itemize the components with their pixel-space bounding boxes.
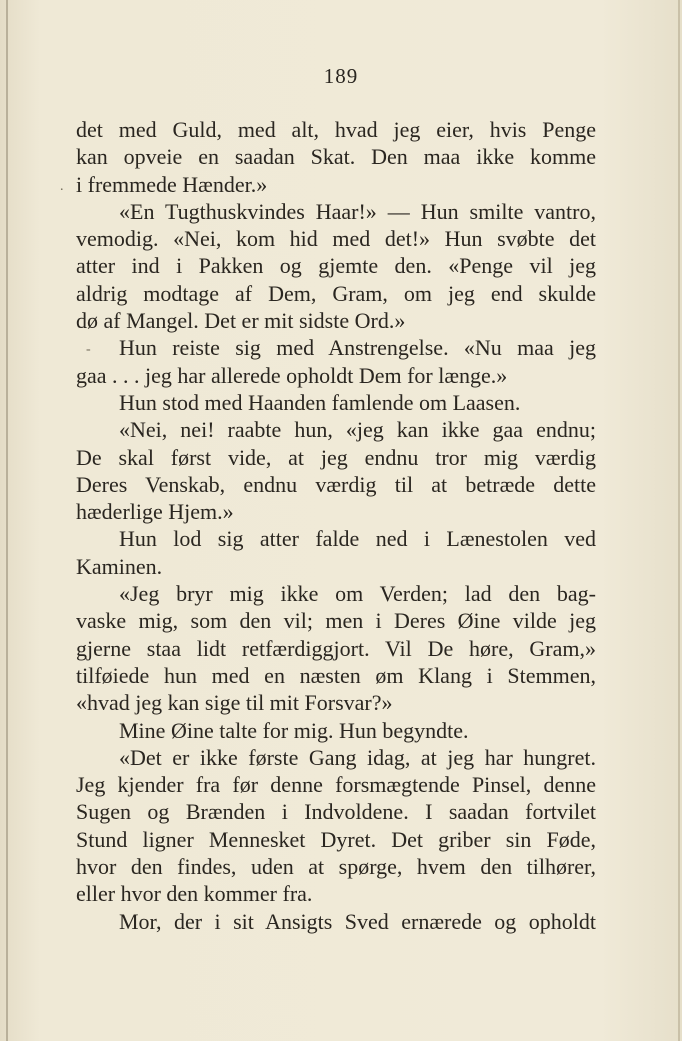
- page-edge: [678, 0, 680, 1041]
- text-line: Hun reiste sig med Anstrengelse. «Nu maa jeg: [119, 335, 596, 361]
- text-line: eller hvor den kommer fra.: [76, 881, 313, 907]
- text-line: dø af Mangel. Det er mit sidste Ord.»: [76, 308, 406, 334]
- page-number: 189: [323, 64, 359, 88]
- margin-dash: -: [86, 342, 91, 357]
- text-line: vaske mig, som den vil; men i Deres Øine vilde jeg: [76, 608, 596, 634]
- text-line: «Det er ikke første Gang idag, at jeg har hungret.: [119, 744, 596, 770]
- text-line: Jeg kjender fra før denne forsmægtende Pinsel, denne: [76, 772, 596, 798]
- text-line: vemodig. «Nei, kom hid med det!» Hun svøbte det: [76, 226, 596, 252]
- text-line: Stund ligner Mennesket Dyret. Det griber sin Føde,: [76, 826, 596, 852]
- text-line: tilføiede hun med en næsten øm Klang i Stemmen,: [76, 662, 596, 688]
- text-line: Kaminen.: [76, 553, 163, 579]
- text-line: Mor, der i sit Ansigts Sved ernærede og opholdt: [119, 908, 596, 934]
- text-line: «Nei, nei! raabte hun, «jeg kan ikke gaa endnu;: [119, 417, 596, 443]
- text-line: aldrig modtage af Dem, Gram, om jeg end skulde: [76, 280, 596, 306]
- text-line: gjerne staa lidt retfærdiggjort. Vil De høre, Gram,»: [76, 635, 596, 661]
- text-line: atter ind i Pakken og gjemte den. «Penge vil jeg: [76, 253, 596, 279]
- text-line: «Jeg bryr mig ikke om Verden; lad den bag-: [119, 581, 596, 607]
- text-line: Hun stod med Haanden famlende om Laasen.: [119, 389, 521, 415]
- text-line: Hun lod sig atter falde ned i Lænestolen ved: [119, 526, 596, 552]
- text-line: hvor den findes, uden at spørge, hvem den tilhører,: [76, 854, 596, 880]
- text-line: Deres Venskab, endnu værdig til at betræde dette: [76, 471, 596, 497]
- text-line: kan opveie en saadan Skat. Den maa ikke komme: [76, 144, 596, 170]
- text-line: i fremmede Hænder.»: [76, 171, 268, 197]
- body-text: [76, 116, 596, 935]
- text-line: Sugen og Brænden i Indvoldene. I saadan fortvilet: [76, 799, 596, 825]
- margin-dot: .: [60, 179, 64, 194]
- text-line: det med Guld, med alt, hvad jeg eier, hvis Penge: [76, 117, 596, 142]
- text-line: hæderlige Hjem.»: [76, 499, 234, 525]
- text-line: «hvad jeg kan sige til mit Forsvar?»: [76, 690, 393, 716]
- text-line: «En Tugthuskvindes Haar!» — Hun smilte vantro,: [119, 198, 596, 224]
- text-line: Mine Øine talte for mig. Hun begyndte.: [119, 717, 469, 743]
- binding-edge: [6, 0, 8, 1041]
- text-line: De skal først vide, at jeg endnu tror mig værdig: [76, 444, 596, 470]
- text-line: gaa . . . jeg har allerede opholdt Dem for længe.»: [76, 362, 508, 388]
